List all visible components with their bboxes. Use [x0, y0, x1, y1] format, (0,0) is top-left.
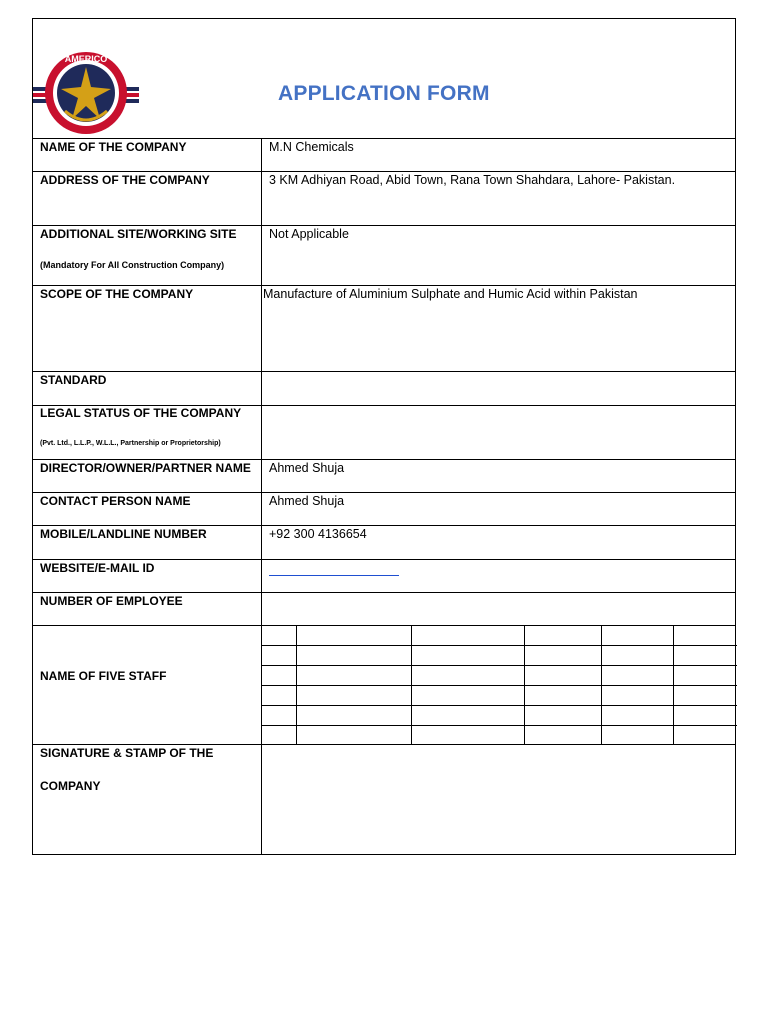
director-label: DIRECTOR/OWNER/PARTNER NAME: [40, 461, 251, 475]
standard-label: STANDARD: [40, 373, 107, 387]
application-form: [32, 18, 736, 855]
email-link[interactable]: [269, 575, 399, 576]
svg-text:AMERICO: AMERICO: [64, 54, 108, 64]
scope-value[interactable]: Manufacture of Aluminium Sulphate and Humic Acid within Pakistan: [263, 287, 638, 301]
signature-stamp-area[interactable]: [262, 745, 736, 855]
mobile-value[interactable]: +92 300 4136654: [269, 527, 367, 541]
company-name-label: NAME OF THE COMPANY: [40, 140, 187, 154]
signature-label-line1: SIGNATURE & STAMP OF THE: [40, 746, 214, 760]
address-value[interactable]: 3 KM Adhiyan Road, Abid Town, Rana Town Shahdara, Lahore- Pakistan.: [269, 173, 676, 187]
mobile-label: MOBILE/LANDLINE NUMBER: [40, 527, 207, 541]
legal-status-note: (Pvt. Ltd., L.L.P., W.L.L., Partnership or Proprietorship): [40, 440, 221, 447]
contact-person-label: CONTACT PERSON NAME: [40, 494, 191, 508]
additional-site-label: ADDITIONAL SITE/WORKING SITE: [40, 227, 237, 241]
address-label: ADDRESS OF THE COMPANY: [40, 173, 210, 187]
signature-label-line2: COMPANY: [40, 779, 101, 793]
director-value[interactable]: Ahmed Shuja: [269, 461, 345, 475]
company-name-value[interactable]: M.N Chemicals: [269, 140, 354, 154]
additional-site-note: (Mandatory For All Construction Company): [40, 260, 225, 270]
legal-status-label: LEGAL STATUS OF THE COMPANY: [40, 406, 242, 420]
additional-site-value[interactable]: Not Applicable: [269, 227, 349, 241]
form-title: APPLICATION FORM: [278, 82, 490, 105]
contact-person-value[interactable]: Ahmed Shuja: [269, 494, 345, 508]
staff-label: NAME OF FIVE STAFF: [40, 669, 167, 683]
americo-logo: [33, 49, 139, 137]
website-label: WEBSITE/E-MAIL ID: [40, 561, 155, 575]
employees-label: NUMBER OF EMPLOYEE: [40, 594, 183, 608]
scope-label: SCOPE OF THE COMPANY: [40, 287, 194, 301]
